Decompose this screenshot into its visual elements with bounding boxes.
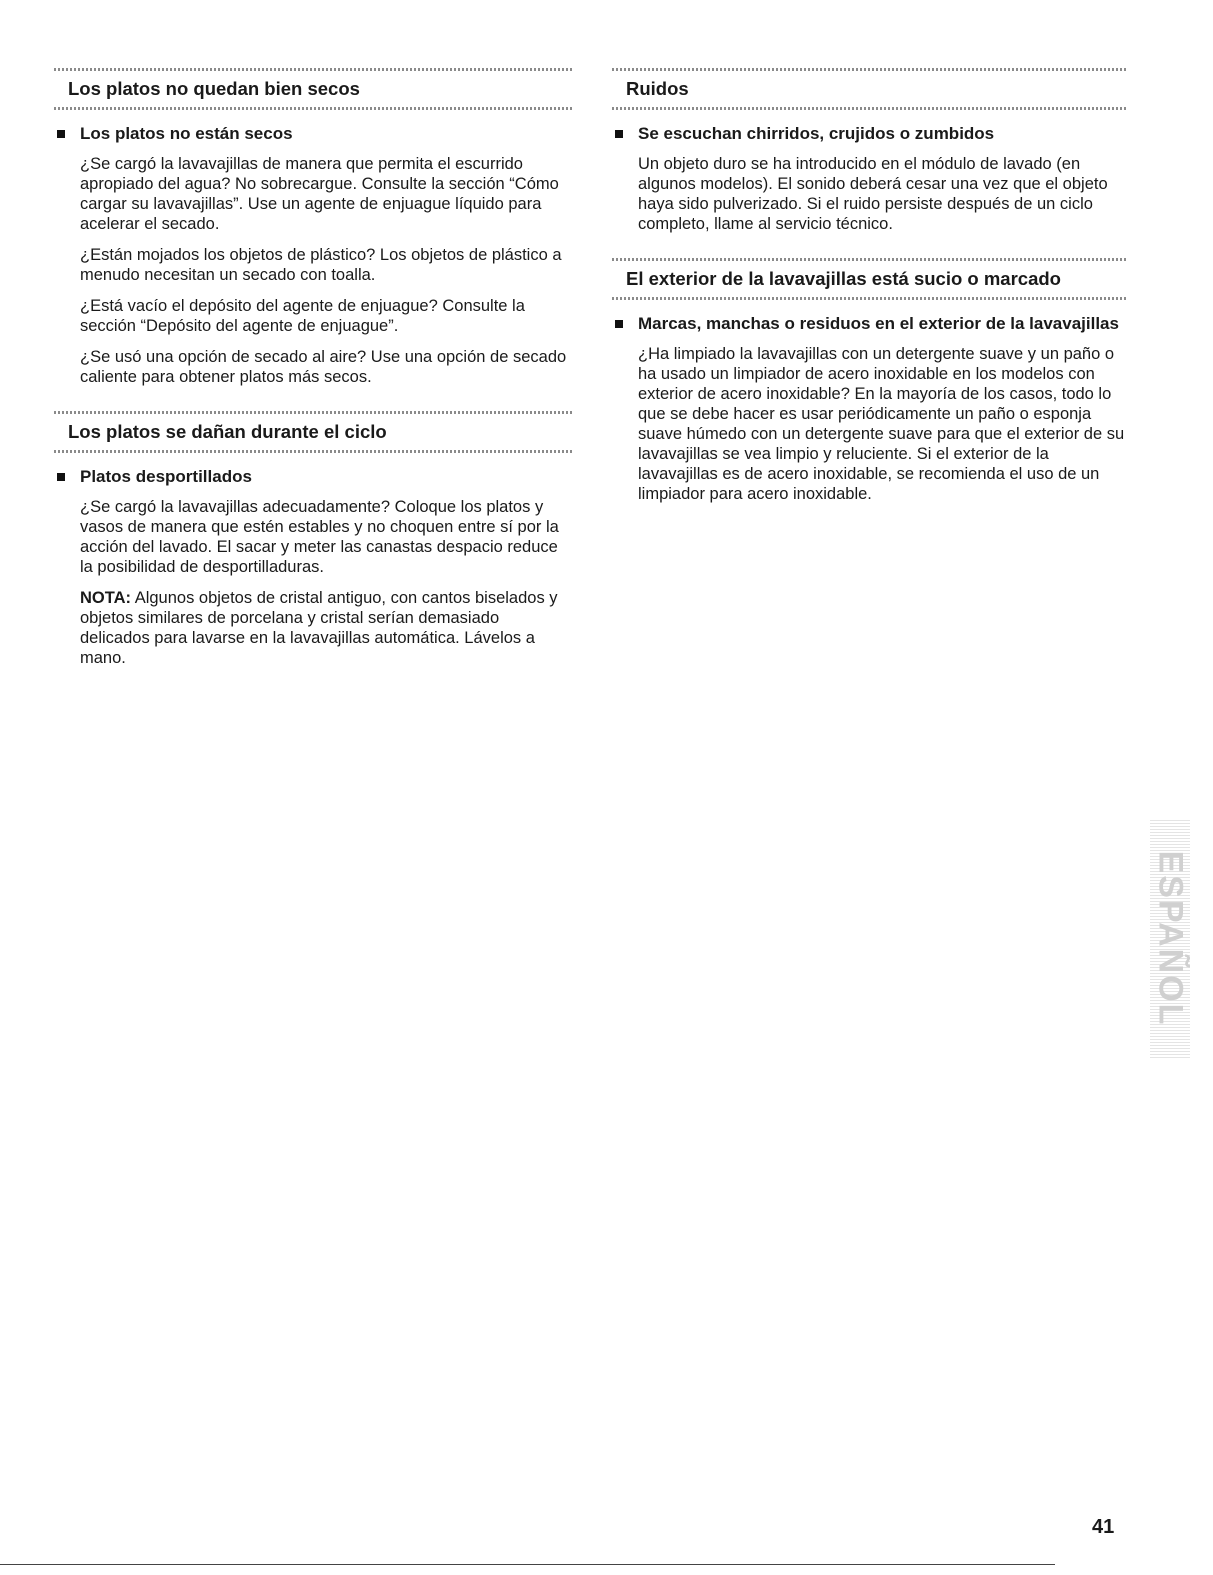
language-side-tab: [1150, 818, 1190, 1058]
note-paragraph: [54, 588, 572, 668]
note-label: NOTA:: [80, 589, 132, 607]
section-dishes-damaged: [54, 409, 572, 668]
problem-item: [54, 467, 572, 668]
page-number: 41: [1092, 1516, 1115, 1538]
problem-heading-text: Marcas, manchas o residuos en el exterior de la lavavajillas: [638, 314, 1119, 333]
paragraph: ¿Se cargó la lavavajillas de manera que permita el escurrido apropiado del agua? No sobrecargue. Consulte la sección “Cómo cargar su lavavajillas”. Use un agente de enjuague líquido para acelerar el secado.: [80, 155, 559, 233]
section-title: El exterior de la lavavajillas está sucio o marcado: [626, 268, 1061, 289]
square-bullet-icon: [615, 130, 623, 138]
right-column: [612, 66, 1128, 526]
left-column: [54, 66, 572, 690]
paragraph: ¿Está vacío el depósito del agente de enjuague? Consulte la sección “Depósito del agente de enjuague”.: [80, 297, 525, 335]
problem-heading-text: Platos desportillados: [80, 467, 252, 486]
section-header: [54, 66, 572, 110]
paragraph: ¿Se usó una opción de secado al aire? Use una opción de secado caliente para obtener platos más secos.: [80, 348, 567, 386]
problem-item: [54, 124, 572, 387]
section-header: [54, 409, 572, 453]
square-bullet-icon: [615, 320, 623, 328]
paragraph: ¿Están mojados los objetos de plástico? Los objetos de plástico a menudo necesitan un secado con toalla.: [80, 246, 562, 284]
problem-heading: [612, 124, 1128, 144]
paragraph: ¿Ha limpiado la lavavajillas con un detergente suave y un paño o ha usado un limpiador de acero inoxidable en los modelos con exterior de acero inoxidable? En la mayoría de los casos, todo lo que se debe hacer es usar periódicamente un paño o esponja suave húmedo con un detergente suave para que el exterior de su lavavajillas se vea limpio y reluciente. Si el exterior de la lavavajillas es de acero inoxidable, se recomienda el uso de un limpiador para acero inoxidable.: [638, 345, 1125, 503]
section-exterior-dirty: [612, 256, 1128, 504]
section-noises: [612, 66, 1128, 234]
problem-heading: [54, 467, 572, 487]
section-header: [612, 256, 1128, 300]
problem-heading-text: Se escuchan chirridos, crujidos o zumbidos: [638, 124, 995, 143]
square-bullet-icon: [57, 473, 65, 481]
paragraph: ¿Se cargó la lavavajillas adecuadamente? Coloque los platos y vasos de manera que estén estables y no choquen entre sí por la acción del lavado. El sacar y meter las canastas despacio reduce la posibilidad de desportilladuras.: [80, 498, 559, 576]
problem-item: [612, 314, 1128, 504]
problem-heading: [612, 314, 1128, 334]
section-dishes-not-dry: [54, 66, 572, 387]
section-title: Ruidos: [626, 78, 689, 99]
section-title: Los platos se dañan durante el ciclo: [68, 421, 387, 442]
square-bullet-icon: [57, 130, 65, 138]
paragraph: Un objeto duro se ha introducido en el módulo de lavado (en algunos modelos). El sonido deberá cesar una vez que el objeto haya sido pulverizado. Si el ruido persiste después de un ciclo completo, llame al servicio técnico.: [638, 155, 1108, 233]
bottom-rule: [0, 1564, 1055, 1565]
problem-item: [612, 124, 1128, 234]
section-header: [612, 66, 1128, 110]
problem-heading-text: Los platos no están secos: [80, 124, 293, 143]
note-text: Algunos objetos de cristal antiguo, con cantos biselados y objetos similares de porcelana y cristal serían demasiado delicados para lavarse en la lavavajillas automática. Lávelos a mano.: [80, 589, 558, 667]
side-tab-label: ESPAÑOL: [1151, 850, 1190, 1026]
section-title: Los platos no quedan bien secos: [68, 78, 360, 99]
problem-heading: [54, 124, 572, 144]
